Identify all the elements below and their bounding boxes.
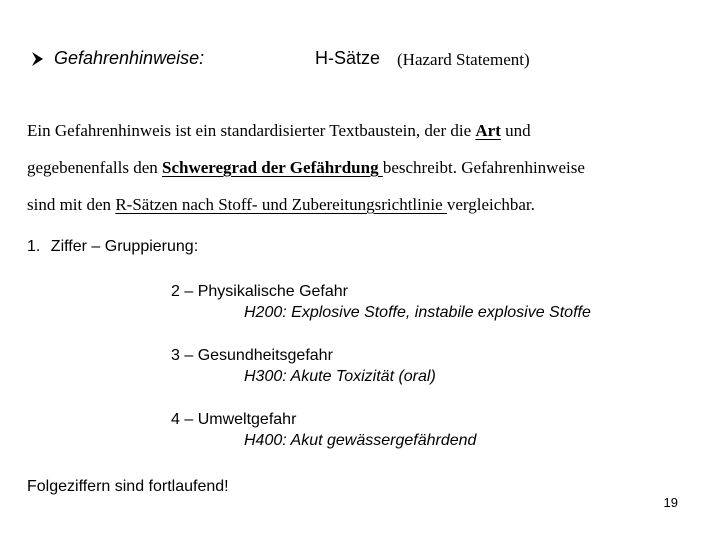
arrow-bullet-icon [30, 47, 46, 71]
group-example: H300: Akute Toxizität (oral) [244, 368, 436, 385]
group-title: 2 – Physikalische Gefahr [171, 283, 348, 300]
page-number: 19 [663, 495, 678, 510]
underlined-term-r-saetze: R-Sätzen nach Stoff- und Zubereitungsrichtlinie [115, 195, 447, 214]
underlined-term-art: Art [475, 121, 501, 140]
code-note: (Hazard Statement) [397, 50, 530, 69]
code-label: H-Sätze [315, 48, 381, 68]
underlined-term-schweregrad: Schweregrad der Gefährdung [162, 158, 383, 177]
item-number: 1. [27, 238, 41, 255]
numbered-item [27, 238, 198, 256]
group-title: 3 – Gesundheitsgefahr [171, 347, 333, 364]
item-label: Ziffer – Gruppierung: [50, 238, 199, 255]
footer-note: Folgeziffern sind fortlaufend! [27, 478, 229, 495]
paragraph-line-1: Ein Gefahrenhinweis ist ein standardisierter Textbaustein, der die Art und [27, 121, 531, 140]
group-example: H400: Akut gewässergefährdend [244, 432, 477, 449]
paragraph-line-2: gegebenenfalls den Schweregrad der Gefährdung beschreibt. Gefahrenhinweise [27, 158, 585, 177]
group-example: H200: Explosive Stoffe, instabile explosive Stoffe [244, 304, 591, 321]
heading-label: Gefahrenhinweise: [54, 48, 205, 68]
paragraph-line-3: sind mit den R-Sätzen nach Stoff- und Zubereitungsrichtlinie vergleichbar. [27, 195, 535, 214]
group-title: 4 – Umweltgefahr [171, 411, 297, 428]
